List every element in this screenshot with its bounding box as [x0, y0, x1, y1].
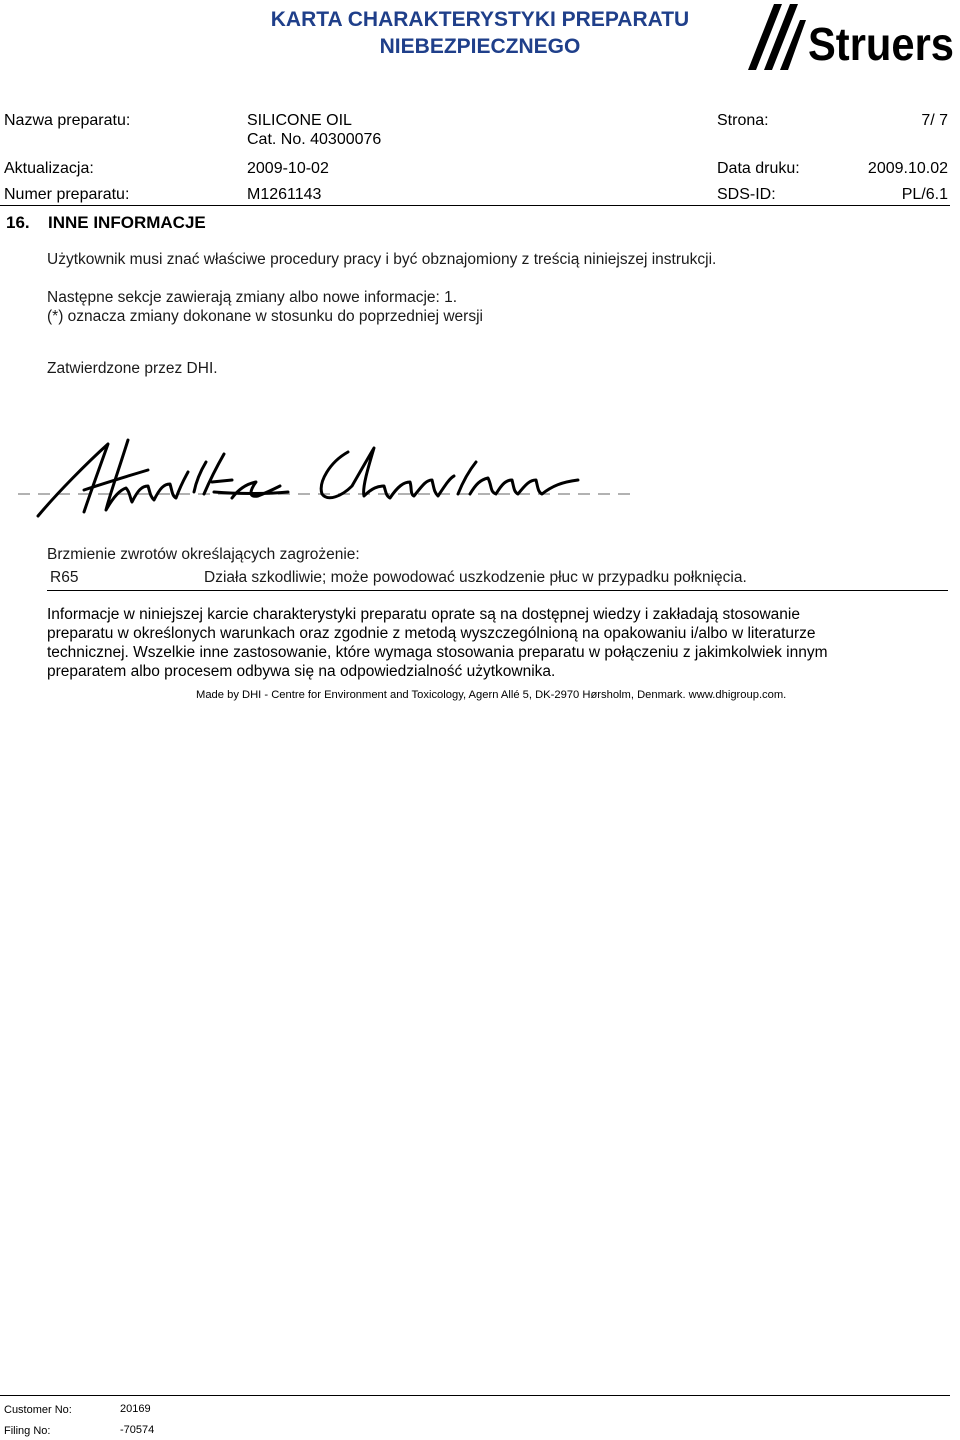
- update-label: Aktualizacja:: [4, 160, 94, 177]
- filing-number: -70574: [120, 1424, 155, 1436]
- disclaimer-line-2: preparatu w określonych warunkach oraz zgodnie z metodą wyszczególnioną na opakowaniu i/albo w literaturze: [47, 625, 816, 642]
- section-title: INNE INFORMACJE: [48, 213, 206, 232]
- title-line-1: KARTA CHARAKTERYSTYKI PREPARATU: [270, 8, 690, 31]
- product-name-label: Nazwa preparatu:: [4, 112, 131, 129]
- filing-number-label: Filing No:: [4, 1425, 51, 1437]
- footer-rule: [0, 1395, 950, 1396]
- document-title: [200, 6, 760, 60]
- made-by-credit: Made by DHI - Centre for Environment and Toxicology, Agern Allé 5, DK-2970 Hørsholm, Denmark. www.dhigroup.com.: [196, 689, 787, 701]
- customer-number: 20169: [120, 1403, 151, 1415]
- print-date: 2009.10.02: [867, 160, 948, 177]
- update-date: 2009-10-02: [247, 160, 329, 177]
- print-date-label: Data druku:: [717, 160, 800, 177]
- approval-note: Zatwierdzone przez DHI.: [47, 360, 218, 377]
- svg-text:Struers: Struers: [808, 18, 954, 70]
- r-phrases-rule: [47, 590, 948, 591]
- struers-logo: [744, 2, 956, 79]
- info-paragraph-2-line-2: (*) oznacza zmiany dokonane w stosunku do poprzedniej wersji: [47, 308, 483, 325]
- disclaimer-line-4: preparatem albo procesem odbywa się na odpowiedzialność użytkownika.: [47, 663, 556, 680]
- info-paragraph-2-line-1: Następne sekcje zawierają zmiany albo nowe informacje: 1.: [47, 289, 458, 306]
- r-phrases-heading: Brzmienie zwrotów określających zagrożenie:: [47, 546, 360, 563]
- page-label: Strona:: [717, 112, 769, 129]
- title-line-2: NIEBEZPIECZNEGO: [379, 35, 581, 58]
- sds-id: PL/6.1: [901, 186, 948, 203]
- r-phrase-code: R65: [50, 569, 79, 586]
- customer-number-label: Customer No:: [4, 1404, 72, 1416]
- header-rule: [0, 205, 950, 206]
- product-number-label: Numer preparatu:: [4, 186, 130, 203]
- product-name-value: SILICONE OIL: [247, 112, 352, 129]
- signature: [18, 432, 638, 532]
- disclaimer-line-3: technicznej. Wszelkie inne zastosowanie, które wymaga stosowania preparatu w połączeniu z jakimkolwiek innym: [47, 644, 828, 661]
- product-number: M1261143: [247, 186, 322, 203]
- section-number: 16.: [6, 213, 30, 232]
- page-number: 7/ 7: [921, 112, 948, 129]
- catalog-number: Cat. No. 40300076: [247, 131, 382, 148]
- r-phrase-text: Działa szkodliwie; może powodować uszkodzenie płuc w przypadku połknięcia.: [204, 569, 747, 586]
- sds-id-label: SDS-ID:: [717, 186, 776, 203]
- disclaimer-line-1: Informacje w niniejszej karcie charakterystyki preparatu oprate są na dostępnej wiedzy i zakładają stosowanie: [47, 606, 800, 623]
- info-paragraph-1: Użytkownik musi znać właściwe procedury pracy i być obznajomiony z treścią niniejszej instrukcji.: [47, 251, 717, 268]
